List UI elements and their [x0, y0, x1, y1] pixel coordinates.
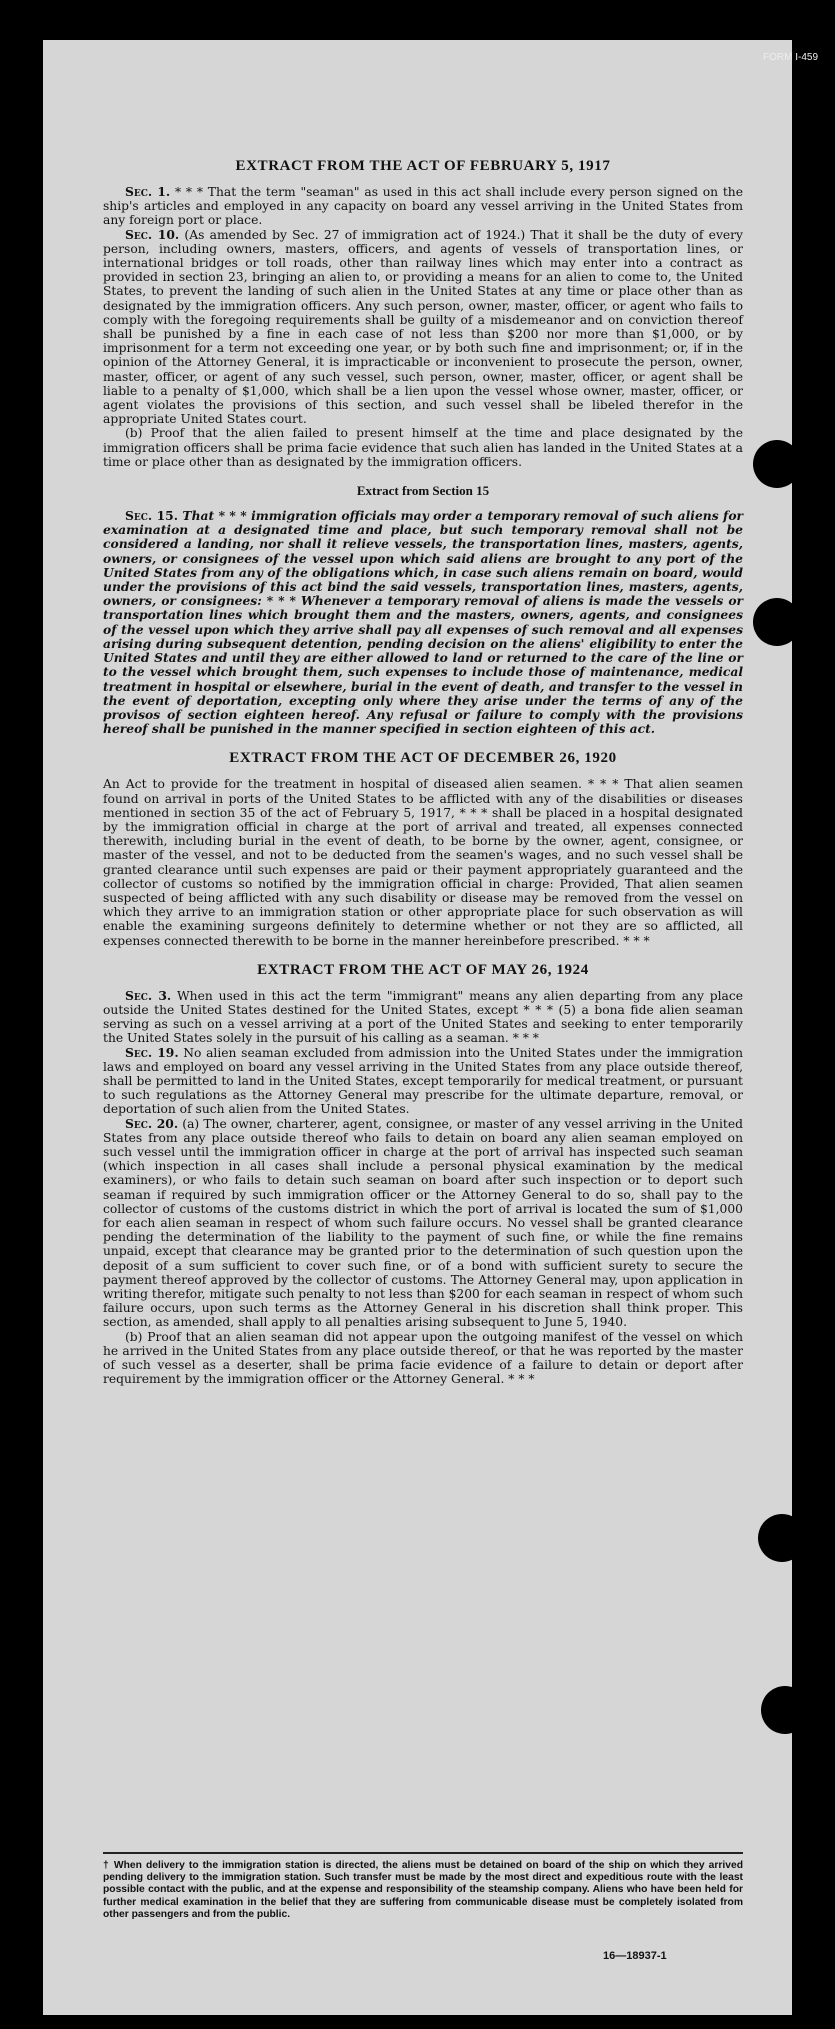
punch-hole — [753, 598, 801, 646]
document-body — [103, 158, 743, 1386]
sec-15-label: Sec. 15. — [125, 508, 178, 524]
sec-10-label: Sec. 10. — [125, 226, 180, 242]
paragraph-sec-1 — [103, 185, 743, 228]
paragraph-act-1920: An Act to provide for the treatment in hospital of diseased alien seamen. * * * That alien seamen found on arrival in ports of the United States to be afflicted with any of the disabilities or diseases mentioned in section 35 of the act of February 5, 1917, * * * shall be placed in a hospital designated by the immigration official in charge at the port of arrival and treated, all expenses connected therewith, including burial in the event of death, to be borne by the owner, agent, consignee, or master of the vessel, and not to be deducted from the seamen's wages, and no such vessel shall be granted clearance until such expenses are paid or their payment appropriately guaranteed and the collector of customs so notified by the immigration official in charge: Provided, That alien seamen suspected of being afflicted with any such disability or disease may be removed from the vessel on which they arrive to an immigration station or other appropriate place for such observation as will enable the examining surgeons definitely to determine whether or not they are so afflicted, all expenses connected therewith to be borne in the manner hereinbefore prescribed. * * * — [103, 777, 743, 948]
heading-act-1920: EXTRACT FROM THE ACT OF DECEMBER 26, 1920 — [229, 750, 617, 767]
punch-hole — [758, 1514, 806, 1562]
heading-act-1917: EXTRACT FROM THE ACT OF FEBRUARY 5, 1917 — [235, 158, 611, 174]
sec-20-text: (a) The owner, charterer, agent, consignee, or master of any vessel arriving in the United States from any place outside thereof who fails to detain on board any alien seaman employed on such vessel until the immigration officer in charge at the port of arrival has inspected such seaman (which inspection in all cases shall include a personal physical examination by the medical examiners), or who fails to detain such seaman on board after such inspection or to deport such seaman if required by such immigration officer or the Attorney General to do so, shall pay to the collector of customs of the customs district in which the port of arrival is located the sum of $1,000 for each alien seaman in respect of whom such failure occurs. No vessel shall be granted clearance pending the determination of the liability to the payment of such fine, or while the fine remains unpaid, except that clearance may be granted prior to the determination of such question upon the deposit of a sum sufficient to cover such fine, or of a bond with sufficient surety to secure the payment thereof approved by the collector of customs. The Attorney General may, upon application in writing therefor, mitigate such penalty to not less than $200 for each seaman in respect of whom such failure occurs, upon such terms as the Attorney General in his discretion shall think proper. This section, as amended, shall apply to all penalties arising subsequent to June 5, 1940. — [103, 1116, 744, 1330]
document-page — [43, 40, 819, 2015]
sec-3-text: When used in this act the term "immigrant" means any alien departing from any place outside the United States destined for the United States, except * * * (5) a bona fide alien seaman serving as such on a vessel arriving at a port of the United States and seeking to enter temporarily the United States solely in the pursuit of his calling as a seaman. * * * — [103, 988, 743, 1046]
punch-hole — [761, 1686, 809, 1734]
paragraph-sec-10-b: (b) Proof that the alien failed to present himself at the time and place designated by the immigration officers shall be prima facie evidence that such alien has landed in the United States at a time or place other than as designated by the immigration officers. — [103, 426, 743, 469]
paragraph-sec-19 — [103, 1046, 743, 1117]
footnote-divider — [103, 1852, 743, 1854]
sec-19-label: Sec. 19. — [125, 1044, 179, 1060]
sec-15-text: That * * * immigration officials may order a temporary removal of such aliens for examination at a designated time and place, but such temporary removal shall not be considered a landing, nor shall it relieve vessels, the transportation lines, masters, agents, owners, or consignees of the vessel upon which said aliens are brought to any port of the United States from any of the obligations which, in case such aliens remain on board, would under the provisions of this act bind the said vessels, transportation lines, masters, agents, owners, or consignees: * * * Whenever a temporary removal of aliens is made the vessels or transportation lines which brought them and the masters, owners, agents, and consignees of the vessel upon which they arrive shall pay all expenses of such removal and all expenses arising during subsequent detention, pending decision on the aliens' eligibility to enter the United States and until they are either allowed to land or returned to the care of the line or to the vessel which brought them, such expenses to include those of maintenance, medical treatment in hospital or elsewhere, burial in the event of death, and transfer to the vessel in the event of deportation, excepting only where they arise under the terms of any of the provisos of section eighteen hereof. Any refusal or failure to comply with the provisions hereof shall be punished in the manner specified in section eighteen of this act. — [103, 508, 744, 737]
paragraph-sec-10 — [103, 228, 743, 427]
footnote: † When delivery to the immigration station is directed, the aliens must be detained on board of the ship on which they arrived pending delivery to the immigration station. Such transfer must be made by the most direct and expeditious route with the least possible contact with the public, and at the expense and responsibility of the steamship company. Aliens who have been held for further medical examination in the belief that they are suffering from communicable disease must be completely isolated from other passengers and from the public. — [103, 1860, 743, 1920]
sec-1-text: * * * That the term "seaman" as used in this act shall include every person signed on the ship's articles and employed in any capacity on board any vessel arriving in the United States from any foreign port or place. — [103, 185, 743, 228]
form-number: 16—18937-1 — [603, 1950, 667, 1962]
sec-3-label: Sec. 3. — [125, 987, 172, 1003]
heading-act-1924: EXTRACT FROM THE ACT OF MAY 26, 1924 — [257, 961, 589, 978]
paragraph-sec-3 — [103, 989, 743, 1046]
faint-form-header: FORM I-459 — [763, 52, 819, 63]
sec-19-text: No alien seaman excluded from admission into the United States under the immigration laws and employed on board any vessel arriving in the United States from any place outside thereof, shall be permitted to land in the United States, except temporarily for medical treatment, or pursuant to such regulations as the Attorney General may prescribe for the ultimate departure, removal, or deportation of such alien from the United States. — [103, 1045, 743, 1117]
heading-section-15: Extract from Section 15 — [356, 483, 490, 499]
paragraph-sec-20 — [103, 1117, 743, 1330]
punch-hole — [753, 440, 801, 488]
sec-20-label: Sec. 20. — [125, 1115, 179, 1131]
sec-1-label: Sec. 1. — [125, 184, 171, 199]
paragraph-sec-20-b: (b) Proof that an alien seaman did not appear upon the outgoing manifest of the vessel on which he arrived in the United States from any place outside thereof, or that he was reported by the master of such vessel as a deserter, shall be prima facie evidence of a failure to detain or deport after requirement by the immigration officer or the Attorney General. * * * — [103, 1329, 743, 1387]
paragraph-sec-15 — [103, 509, 743, 736]
sec-10-text: (As amended by Sec. 27 of immigration act of 1924.) That it shall be the duty of every person, including owners, masters, officers, and agents of vessels of transportation lines, or international bridges or toll roads, other than railway lines which may enter into a contract as provided in section 23, bringing an alien to, or providing a means for an alien to come to, the United States, to prevent the landing of such alien in the United States at any time or place other than as designated by the immigration officers. Any such person, owner, master, officer, or agent who fails to comply with the foregoing requirements shall be guilty of a misdemeanor and on conviction thereof shall be punished by a fine in each case of not less than $200 nor more than $1,000, or by imprisonment for a term not exceeding one year, or by both such fine and imprisonment; or, if in the opinion of the Attorney General, it is impracticable or inconvenient to prosecute the person, owner, master, officer, or agent of any such vessel, such person, owner, master, officer, or agent shall be liable to a penalty of $1,000, which shall be a lien upon the vessel whose owner, master, officer, or agent violates the provisions of this section, and such vessel shall be libeled therefor in the appropriate United States court. — [103, 227, 743, 427]
